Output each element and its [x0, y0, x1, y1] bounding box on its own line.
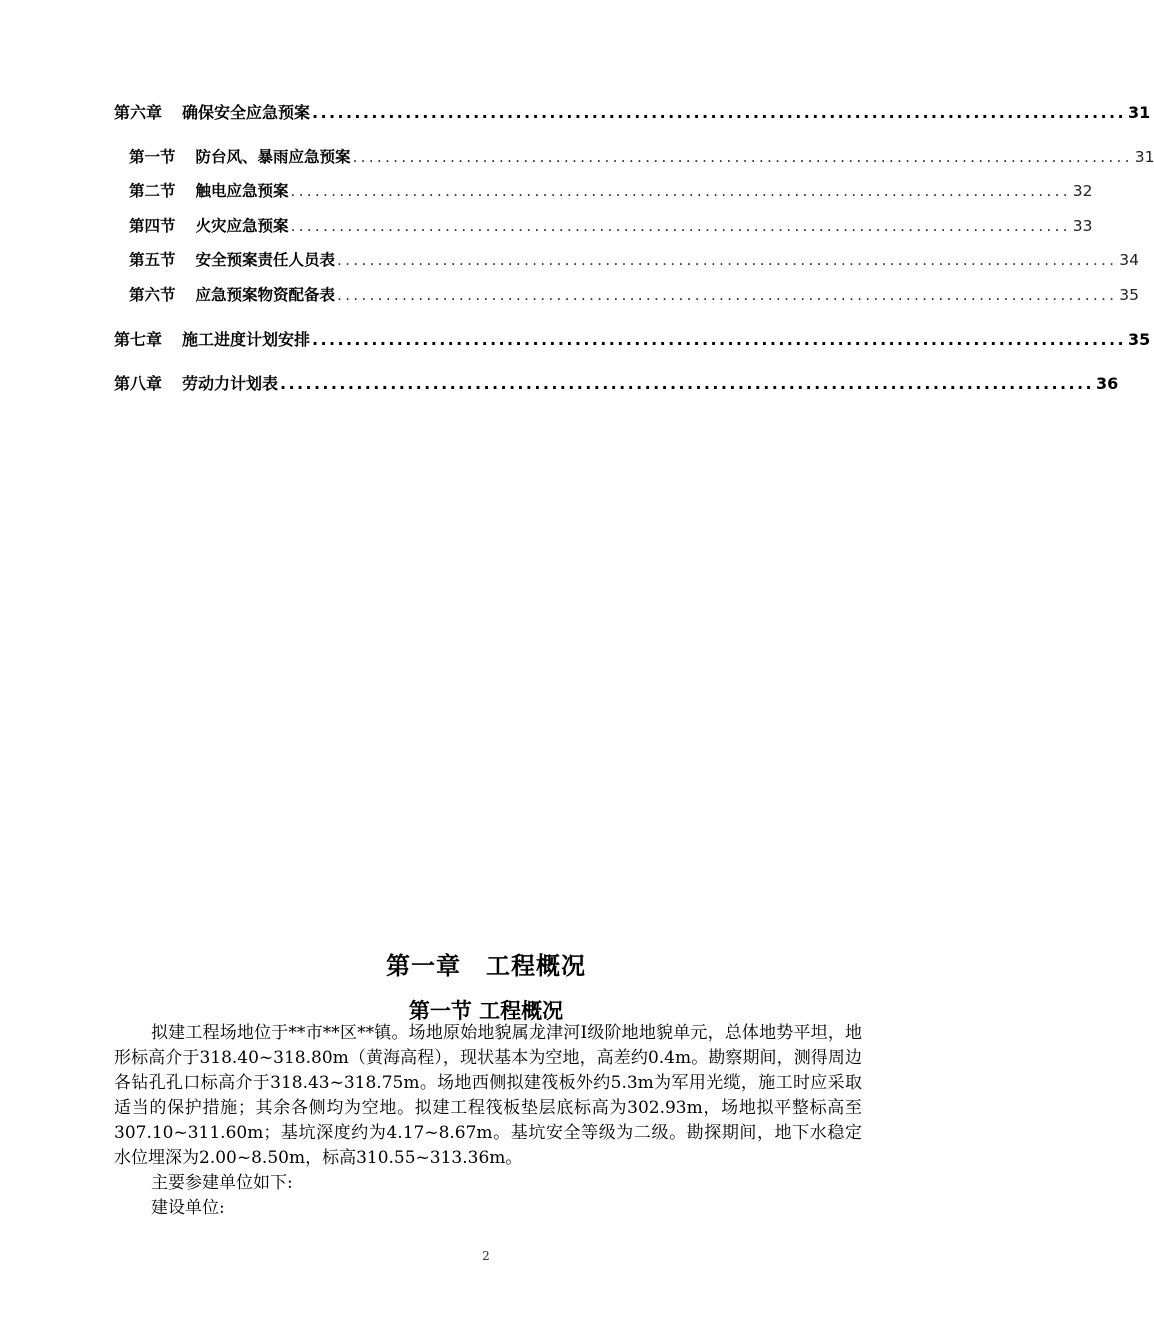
toc-entry-number: 第六节	[129, 286, 176, 304]
toc-entry-section-4[interactable]	[129, 214, 1093, 236]
toc-entry-number: 第五节	[129, 251, 176, 269]
toc-leader-dots: ................................................................................................	[337, 251, 1118, 269]
toc-entry-page: 35	[1127, 330, 1151, 349]
toc-entry-title: 确保安全应急预案	[182, 103, 311, 122]
body-paragraph: 拟建工程场地位于**市**区**镇。场地原始地貌属龙津河Ⅰ级阶地地貌单元，总体地势平坦，地形标高介于318.40~318.80m（黄海高程），现状基本为空地，高差约0.4m。勘察期间，测得周边各钻孔孔口标高介于318.43~318.75m。场地西侧拟建筏板外约5.3m为军用光缆，施工时应采取适当的保护措施；其余各侧均为空地。拟建工程筏板垫层底标高为302.93m，场地拟平整标高至307.10~311.60m；基坑深度约为4.17~8.67m。基坑安全等级为二级。勘探期间，地下水稳定水位埋深为2.00~8.50m，标高310.55~313.36m。	[114, 1023, 862, 1168]
toc-leader-dots: ................................................................................................	[280, 374, 1094, 393]
toc-entry-number: 第八章	[114, 374, 163, 393]
toc-entry-page: 33	[1072, 217, 1093, 235]
toc-entry-page: 31	[1127, 103, 1151, 122]
toc-entry-section-1[interactable]	[129, 145, 1154, 167]
toc-entry-page: 34	[1119, 251, 1139, 269]
toc-leader-dots: ................................................................................................	[290, 182, 1071, 200]
toc-leader-dots: ................................................................................................	[352, 148, 1133, 166]
body-paragraph: 建设单位:	[151, 1198, 225, 1218]
toc-entry-title: 防台风、暴雨应急预案	[195, 148, 351, 166]
body-paragraph: 主要参建单位如下:	[151, 1173, 293, 1193]
toc-entry-number: 第四节	[129, 217, 176, 235]
page-number: 2	[482, 1249, 490, 1263]
toc-entry-title: 触电应急预案	[195, 182, 289, 200]
toc-entry-title: 安全预案责任人员表	[195, 251, 336, 269]
toc-entry-title: 施工进度计划安排	[182, 330, 311, 349]
toc-entry-number: 第七章	[114, 330, 163, 349]
toc-entry-chapter-8[interactable]	[114, 371, 1119, 394]
chapter-heading: 第一章 工程概况	[386, 952, 586, 980]
toc-entry-page: 35	[1119, 286, 1139, 304]
toc-entry-title: 火灾应急预案	[195, 217, 289, 235]
toc-entry-section-5[interactable]	[129, 248, 1139, 270]
toc-entry-number: 第二节	[129, 182, 176, 200]
toc-entry-number: 第六章	[114, 103, 163, 122]
toc-entry-chapter-7[interactable]	[114, 327, 1151, 350]
toc-entry-page: 32	[1072, 182, 1093, 200]
toc-entry-section-2[interactable]	[129, 179, 1093, 201]
toc-entry-section-6[interactable]	[129, 283, 1139, 305]
section-heading: 第一节 工程概况	[408, 999, 564, 1023]
toc-leader-dots: ................................................................................................	[290, 217, 1071, 235]
toc-entry-chapter-6[interactable]	[114, 100, 1151, 123]
toc-leader-dots: ................................................................................................	[312, 330, 1126, 349]
toc-leader-dots: ................................................................................................	[312, 103, 1126, 122]
toc-leader-dots: ................................................................................................	[337, 286, 1118, 304]
toc-entry-page: 31	[1134, 148, 1154, 166]
toc-entry-page: 36	[1095, 374, 1119, 393]
toc-entry-title: 劳动力计划表	[182, 374, 279, 393]
body-text	[114, 1021, 862, 1221]
toc-entry-title: 应急预案物资配备表	[195, 286, 336, 304]
toc-entry-number: 第一节	[129, 148, 176, 166]
